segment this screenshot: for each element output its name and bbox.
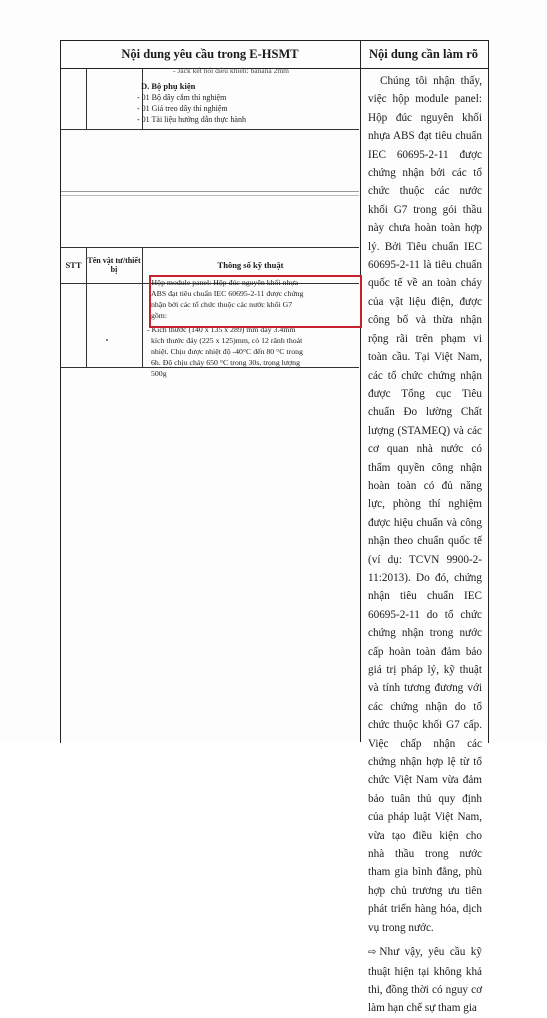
spec-line: - Hộp module panel: Hộp đúc nguyên khối nhựa (147, 278, 299, 287)
accessory-item: - 01 Giá treo dây thí nghiệm (137, 104, 228, 113)
column-stt: STT (65, 260, 82, 270)
inner-rule (86, 69, 87, 129)
column-specification: Thông số kỹ thuật (217, 260, 284, 270)
spec-line: 500g (151, 369, 167, 378)
spec-line: ABS đạt tiêu chuẩn IEC 60695-2-11 được chứng (151, 289, 304, 298)
arrow-right-icon: ⇨ (368, 947, 377, 959)
spec-line: nhiệt. Chịu được nhiệt độ -40°C đến 80 °C trong (151, 347, 303, 356)
conclusion-paragraph (368, 943, 482, 1018)
inner-rule (61, 367, 359, 368)
header-left-title: Nội dung yêu cầu trong E-HSMT (121, 46, 299, 61)
column-divider (360, 40, 361, 742)
spec-line: kích thước đáy (225 x 125)mm, có 12 rãnh thoát (151, 336, 303, 345)
scan-mark (106, 339, 108, 341)
table-header-row (60, 40, 488, 69)
embedded-spec-table (61, 66, 359, 742)
accessory-section-title: D. Bộ phụ kiện (141, 81, 196, 91)
spec-line: - Kích thước (140 x 135 x 289) mm dày 3.4mm (147, 325, 296, 334)
clarification-paragraph: Chúng tôi nhận thấy, việc hộp module panel: Hộp đúc nguyên khối nhựa ABS đạt tiêu chuẩn IEC 60695-2-11 được chứng nhận bởi các tổ chức thuộc các nước khối G7 trong gói thầu này chưa hoàn toàn hợp lý. Bởi Tiêu chuẩn IEC 60695-2-11 là tiêu chuẩn quốc tế về an toàn cháy của vật liệu điện, được công bố và thừa nhận rộng rãi trên phạm vi toàn cầu. Tại Việt Nam, các tổ chức chứng nhận được Tổng cục Tiêu chuẩn Đo lường Chất lượng (STAMEQ) và các cơ quan nhà nước có thẩm quyền công nhận hoàn toàn có đủ năng lực, phòng thí nghiệm được hiệu chuẩn và công nhận theo chuẩn quốc tế (ví dụ: TCVN 9900-2-11:2013). Do đó, chứng nhận tiêu chuẩn IEC 60695-2-11 do tổ chức chứng nhận trong nước cấp hoàn toàn đảm bảo giá trị pháp lý, kỹ thuật và tính tương đương với các chứng nhận do tổ chức thuộc khối G7 cấp. Việc chấp nhận các chứng nhận hợp lệ từ tổ chức Việt Nam vừa đảm bảo tuân thủ quy định của pháp luật Việt Nam, vừa tạo điều kiện cho nhà thầu trong nước tham gia bình đẳng, phù hợp chủ trương ưu tiên phát triển hàng hóa, dịch vụ trong nước. (368, 75, 482, 934)
accessory-item: - 01 Bộ dây cắm thí nghiệm (137, 93, 227, 102)
inner-rule (61, 129, 359, 130)
spec-line: 6h. Độ chịu cháy 650 °C trong 30s, trọng lượng (151, 358, 300, 367)
spec-line: nhận bởi các tổ chức thuộc các nước khối G7 (151, 300, 293, 309)
header-right-title: Nội dung cần làm rõ (368, 46, 479, 61)
column-item-name: Tên vật tư/thiết bị (87, 256, 141, 274)
cut-off-line: - Jack kết nối điều khiển: banana 2mm (173, 66, 290, 74)
inner-rule (61, 191, 359, 192)
conclusion-text: Như vậy, yêu cầu kỹ thuật hiện tại không khả thi, đồng thời có nguy cơ làm hạn chế sự tham gia (368, 946, 482, 1015)
clarification-text (368, 72, 482, 1018)
inner-rule (61, 195, 359, 196)
accessory-item: - 01 Tài liệu hướng dẫn thực hành (137, 115, 246, 124)
highlight-box (149, 275, 362, 328)
spec-line: gồm: (151, 311, 168, 320)
